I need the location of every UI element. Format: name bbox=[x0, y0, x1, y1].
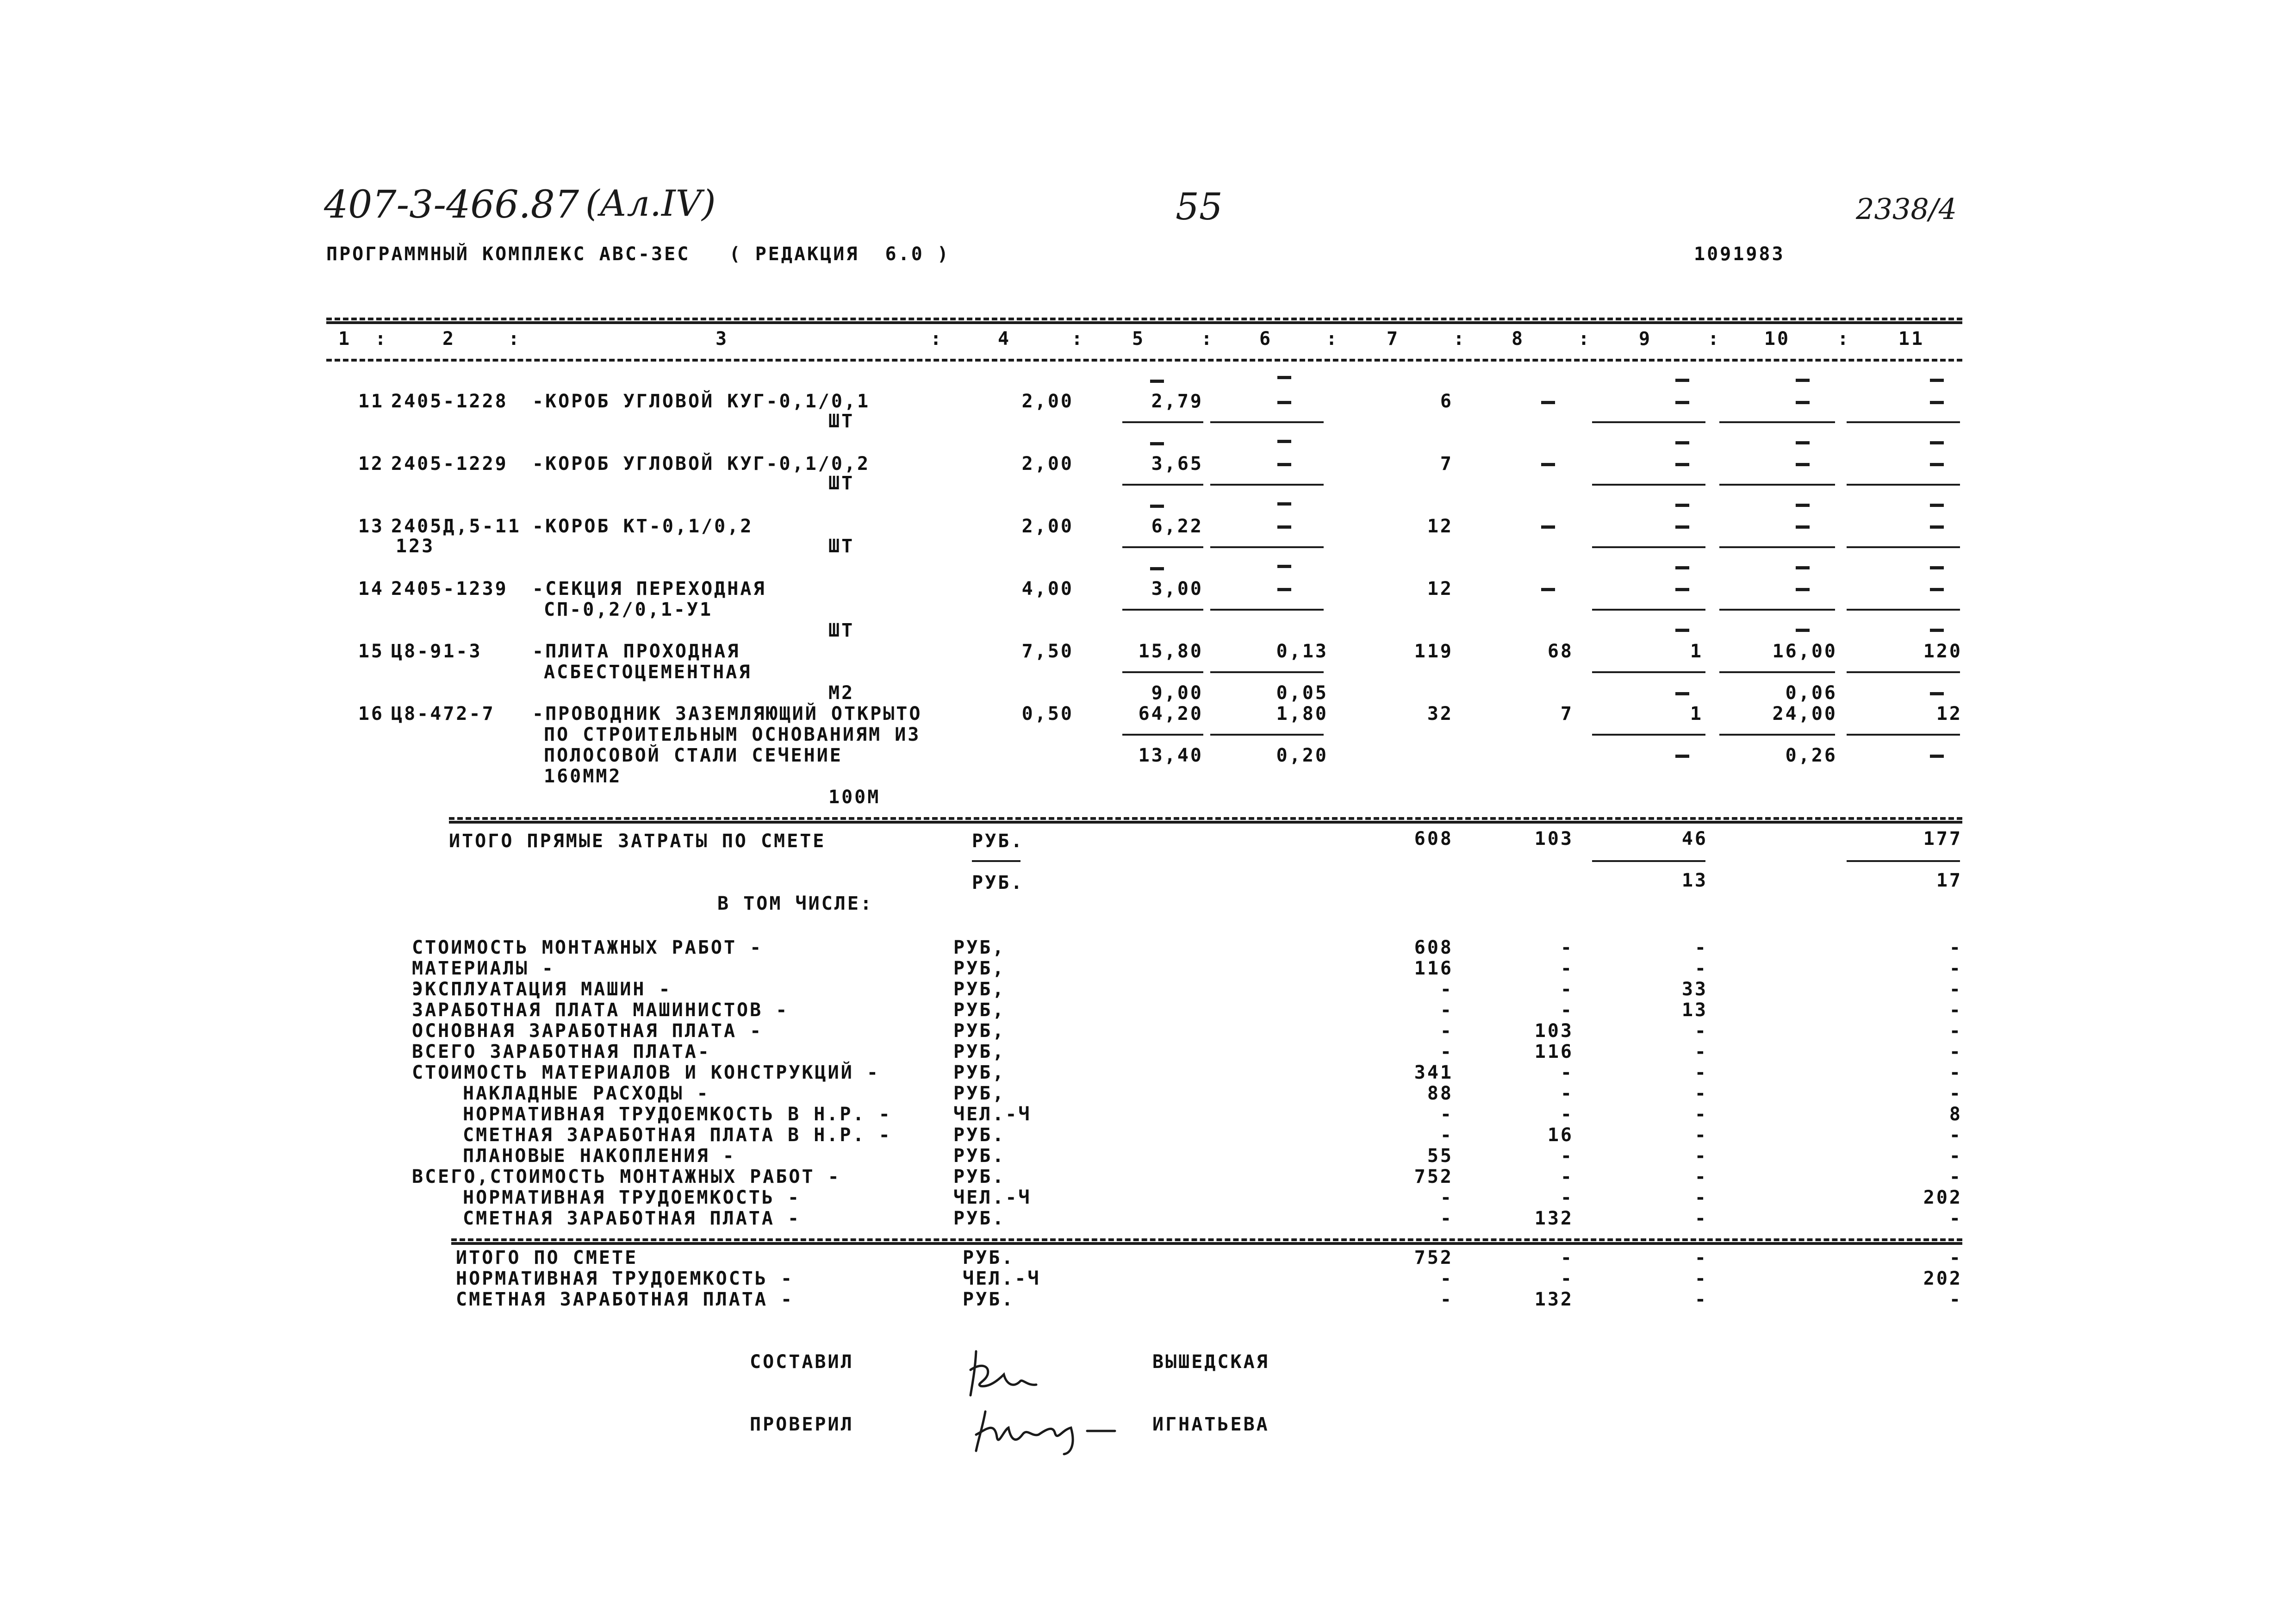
direct-costs-c11: 177 bbox=[1923, 828, 1962, 849]
row-label: НОРМАТИВНАЯ ТРУДОЕМКОСТЬ - bbox=[456, 1268, 794, 1289]
rule bbox=[972, 860, 1020, 862]
row-c7: 6 bbox=[1440, 391, 1453, 412]
row-c8: 7 bbox=[1560, 703, 1574, 725]
row-label: НАКЛАДНЫЕ РАСХОДЫ - bbox=[463, 1083, 710, 1104]
totals-rule-2 bbox=[449, 821, 1962, 824]
rule bbox=[1847, 860, 1960, 862]
dash-mark bbox=[1150, 567, 1164, 570]
row-number: 13 bbox=[358, 516, 384, 537]
dash-mark bbox=[1796, 629, 1810, 632]
row-unit: 100М bbox=[828, 787, 881, 808]
row-name: -СЕКЦИЯ ПЕРЕХОДНАЯ bbox=[532, 578, 766, 600]
signature-2 bbox=[963, 1393, 1115, 1449]
dash-mark bbox=[1675, 692, 1689, 695]
rule bbox=[1122, 609, 1203, 611]
direct-costs-unit: РУБ. bbox=[972, 831, 1024, 852]
row-c7: - bbox=[1440, 1020, 1453, 1042]
row-unit: РУБ. bbox=[963, 1289, 1015, 1310]
row-label: СМЕТНАЯ ЗАРАБОТНАЯ ПЛАТА - bbox=[456, 1289, 794, 1310]
signature-1 bbox=[953, 1333, 1041, 1393]
row-name: -КОРОБ УГЛОВОЙ КУГ-0,1/0,2 bbox=[532, 453, 871, 475]
row-unit: РУБ, bbox=[953, 1020, 1006, 1042]
row-c8: 103 bbox=[1534, 1020, 1574, 1042]
row-c8: - bbox=[1560, 937, 1574, 958]
row-c7: 608 bbox=[1414, 937, 1453, 958]
rule bbox=[1122, 546, 1203, 548]
dash-mark bbox=[1675, 525, 1689, 529]
row-c7: 752 bbox=[1414, 1166, 1453, 1187]
col-header-10: 10 bbox=[1764, 328, 1791, 350]
doc-code: 407-3-466.87 bbox=[324, 183, 579, 227]
header-top-rule bbox=[326, 318, 1962, 320]
dash-mark bbox=[1796, 401, 1810, 404]
rule bbox=[1122, 421, 1203, 423]
col-sep: : bbox=[1578, 328, 1592, 350]
row-c8: - bbox=[1560, 999, 1574, 1021]
row-c9: - bbox=[1694, 1062, 1708, 1083]
row-c6: 0,13 bbox=[1276, 641, 1328, 662]
row-c11: 202 bbox=[1923, 1187, 1962, 1208]
col-sep: : bbox=[1201, 328, 1214, 350]
row-c9: - bbox=[1694, 958, 1708, 979]
dash-mark bbox=[1277, 440, 1291, 443]
row-c10-sub: 0,26 bbox=[1785, 745, 1837, 766]
row-unit: РУБ, bbox=[953, 979, 1006, 1000]
row-c7: 55 bbox=[1427, 1145, 1453, 1167]
row-c11: - bbox=[1949, 937, 1962, 958]
row-c11: 120 bbox=[1923, 641, 1962, 662]
rule bbox=[1210, 546, 1324, 548]
row-c11: - bbox=[1949, 1041, 1962, 1062]
dash-mark bbox=[1930, 379, 1944, 382]
rule bbox=[1592, 546, 1705, 548]
row-label: ЭКСПЛУАТАЦИЯ МАШИН - bbox=[412, 979, 672, 1000]
rule bbox=[1122, 671, 1203, 673]
row-c7: 12 bbox=[1427, 578, 1453, 600]
dash-mark bbox=[1277, 463, 1291, 466]
row-c11: - bbox=[1949, 1145, 1962, 1167]
row-qty: 2,00 bbox=[1021, 516, 1074, 537]
dash-mark bbox=[1675, 441, 1689, 444]
col-sep: : bbox=[1453, 328, 1467, 350]
including-label: В ТОМ ЧИСЛЕ: bbox=[717, 893, 873, 914]
dash-mark bbox=[1796, 441, 1810, 444]
rule bbox=[1719, 546, 1835, 548]
row-c5: 3,65 bbox=[1151, 453, 1203, 475]
row-unit: РУБ, bbox=[953, 1062, 1006, 1083]
row-code: Ц8-472-7 bbox=[391, 703, 495, 725]
row-c11: 202 bbox=[1923, 1268, 1962, 1289]
dash-mark bbox=[1675, 755, 1689, 758]
totals-rule bbox=[449, 817, 1962, 820]
row-label: СТОИМОСТЬ МАТЕРИАЛОВ И КОНСТРУКЦИЙ - bbox=[412, 1062, 880, 1083]
col-header-3: 3 bbox=[715, 328, 729, 350]
row-unit: РУБ. bbox=[953, 1166, 1006, 1187]
rule bbox=[1210, 609, 1324, 611]
row-c7: - bbox=[1440, 1187, 1453, 1208]
dash-mark bbox=[1150, 505, 1164, 508]
direct-costs-label: ИТОГО ПРЯМЫЕ ЗАТРАТЫ ПО СМЕТЕ bbox=[449, 831, 826, 852]
row-c8: - bbox=[1560, 1062, 1574, 1083]
row-c7: 32 bbox=[1427, 703, 1453, 725]
dash-mark bbox=[1675, 629, 1689, 632]
row-label: ИТОГО ПО СМЕТЕ bbox=[456, 1247, 638, 1268]
row-label: ЗАРАБОТНАЯ ПЛАТА МАШИНИСТОВ - bbox=[412, 999, 789, 1021]
row-code-cont: 123 bbox=[396, 536, 435, 557]
signature-scribble bbox=[971, 1402, 1124, 1458]
row-c7: - bbox=[1440, 1124, 1453, 1146]
rule bbox=[1122, 484, 1203, 486]
row-name-cont: АСБЕСТОЦЕМЕНТНАЯ bbox=[544, 662, 752, 683]
row-code: Ц8-91-3 bbox=[391, 641, 482, 662]
row-qty: 2,00 bbox=[1021, 391, 1074, 412]
dash-mark bbox=[1277, 502, 1291, 506]
row-c7: 341 bbox=[1414, 1062, 1453, 1083]
page-number: 55 bbox=[1176, 185, 1223, 228]
row-label: ПЛАНОВЫЕ НАКОПЛЕНИЯ - bbox=[463, 1145, 736, 1167]
col-sep: : bbox=[508, 328, 522, 350]
row-unit: РУБ, bbox=[953, 1041, 1006, 1062]
rule bbox=[1847, 546, 1960, 548]
row-c8: - bbox=[1560, 1083, 1574, 1104]
row-c5: 3,00 bbox=[1151, 578, 1203, 600]
rule bbox=[1719, 421, 1835, 423]
rule bbox=[1592, 421, 1705, 423]
row-c5: 6,22 bbox=[1151, 516, 1203, 537]
compiled-by-label: СОСТАВИЛ bbox=[750, 1351, 854, 1373]
col-header-11: 11 bbox=[1898, 328, 1925, 350]
row-c9: - bbox=[1694, 1020, 1708, 1042]
row-name: -ПЛИТА ПРОХОДНАЯ bbox=[532, 641, 740, 662]
row-c7: - bbox=[1440, 1104, 1453, 1125]
row-name-cont: СП-0,2/0,1-У1 bbox=[544, 599, 713, 620]
direct-costs-unit-2: РУБ. bbox=[972, 872, 1024, 893]
rule bbox=[1847, 734, 1960, 736]
row-unit: ШТ bbox=[828, 536, 855, 557]
row-code: 2405Д,5-11 bbox=[391, 516, 521, 537]
final-rule bbox=[451, 1238, 1962, 1241]
dash-mark bbox=[1930, 755, 1944, 758]
row-c9: - bbox=[1694, 1268, 1708, 1289]
checked-by-name: ИГНАТЬЕВА bbox=[1152, 1414, 1269, 1435]
rule bbox=[1210, 671, 1324, 673]
dash-mark bbox=[1930, 504, 1944, 507]
dash-mark bbox=[1277, 525, 1291, 529]
dash-mark bbox=[1796, 588, 1810, 591]
row-name: -КОРОБ КТ-0,1/0,2 bbox=[532, 516, 753, 537]
dash-mark bbox=[1675, 379, 1689, 382]
row-c9: - bbox=[1694, 1104, 1708, 1125]
row-c7: 7 bbox=[1440, 453, 1453, 475]
row-code: 2405-1239 bbox=[391, 578, 508, 600]
col-sep: : bbox=[1708, 328, 1721, 350]
row-c8: 68 bbox=[1547, 641, 1574, 662]
row-c11: - bbox=[1949, 1166, 1962, 1187]
program-code: 1091983 bbox=[1694, 244, 1785, 265]
rule bbox=[1847, 671, 1960, 673]
row-c9: - bbox=[1694, 1187, 1708, 1208]
dash-mark bbox=[1930, 463, 1944, 466]
dash-mark bbox=[1277, 588, 1291, 591]
row-c8: 116 bbox=[1534, 1041, 1574, 1062]
row-c9: - bbox=[1694, 1247, 1708, 1268]
col-header-5: 5 bbox=[1132, 328, 1145, 350]
row-label: ОСНОВНАЯ ЗАРАБОТНАЯ ПЛАТА - bbox=[412, 1020, 763, 1042]
row-c5-sub: 13,40 bbox=[1138, 745, 1203, 766]
row-c9: 1 bbox=[1690, 703, 1703, 725]
row-c7: 12 bbox=[1427, 516, 1453, 537]
row-qty: 0,50 bbox=[1021, 703, 1074, 725]
row-c9: - bbox=[1694, 1166, 1708, 1187]
col-sep: : bbox=[1071, 328, 1085, 350]
col-header-2: 2 bbox=[442, 328, 456, 350]
album-mark: (Ал.IV) bbox=[585, 183, 716, 225]
row-number: 15 bbox=[358, 641, 384, 662]
dash-mark bbox=[1541, 588, 1555, 591]
direct-costs-c9: 46 bbox=[1681, 828, 1708, 849]
rule bbox=[1210, 421, 1324, 423]
row-code: 2405-1228 bbox=[391, 391, 508, 412]
row-unit: ШТ bbox=[828, 411, 855, 432]
row-c9: 33 bbox=[1681, 979, 1708, 1000]
dash-mark bbox=[1675, 588, 1689, 591]
dash-mark bbox=[1675, 401, 1689, 404]
col-sep: : bbox=[1326, 328, 1339, 350]
dash-mark bbox=[1930, 525, 1944, 529]
row-code: 2405-1229 bbox=[391, 453, 508, 475]
dash-mark bbox=[1675, 463, 1689, 466]
row-c7: - bbox=[1440, 1289, 1453, 1310]
direct-costs-c8: 103 bbox=[1534, 828, 1574, 849]
row-c10: 24,00 bbox=[1772, 703, 1837, 725]
rule bbox=[1210, 734, 1324, 736]
col-header-9: 9 bbox=[1638, 328, 1652, 350]
dash-mark bbox=[1541, 463, 1555, 466]
program-line: ПРОГРАММНЫЙ КОМПЛЕКС АВС-3ЕС ( РЕДАКЦИЯ 6.0 ) bbox=[326, 244, 950, 265]
row-name: -ПРОВОДНИК ЗАЗЕМЛЯЮЩИЙ ОТКРЫТО bbox=[532, 703, 922, 725]
row-unit: ЧЕЛ.-Ч bbox=[963, 1268, 1041, 1289]
dash-mark bbox=[1150, 380, 1164, 383]
col-header-7: 7 bbox=[1386, 328, 1400, 350]
row-qty: 7,50 bbox=[1021, 641, 1074, 662]
row-label: МАТЕРИАЛЫ - bbox=[412, 958, 555, 979]
row-label: СМЕТНАЯ ЗАРАБОТНАЯ ПЛАТА - bbox=[463, 1208, 801, 1229]
dash-mark bbox=[1796, 463, 1810, 466]
row-c7: - bbox=[1440, 999, 1453, 1021]
row-c11: - bbox=[1949, 1124, 1962, 1146]
row-c7: 119 bbox=[1414, 641, 1453, 662]
row-c5: 2,79 bbox=[1151, 391, 1203, 412]
row-c7: - bbox=[1440, 1268, 1453, 1289]
row-c10-sub: 0,06 bbox=[1785, 682, 1837, 704]
rule bbox=[1847, 421, 1960, 423]
row-c7: - bbox=[1440, 1208, 1453, 1229]
row-c11: - bbox=[1949, 958, 1962, 979]
row-c11: - bbox=[1949, 1062, 1962, 1083]
dash-mark bbox=[1277, 401, 1291, 404]
row-c11: 12 bbox=[1936, 703, 1962, 725]
dash-mark bbox=[1930, 401, 1944, 404]
row-c7: 752 bbox=[1414, 1247, 1453, 1268]
dash-mark bbox=[1930, 629, 1944, 632]
rule bbox=[1592, 671, 1705, 673]
row-c8: - bbox=[1560, 1187, 1574, 1208]
header-bottom-rule bbox=[326, 359, 1962, 362]
direct-costs-c9-sub: 13 bbox=[1681, 870, 1708, 891]
row-c8: - bbox=[1560, 1104, 1574, 1125]
row-c11: - bbox=[1949, 1208, 1962, 1229]
row-label: НОРМАТИВНАЯ ТРУДОЕМКОСТЬ В Н.Р. - bbox=[463, 1104, 892, 1125]
row-unit: РУБ. bbox=[953, 1124, 1006, 1146]
row-label: НОРМАТИВНАЯ ТРУДОЕМКОСТЬ - bbox=[463, 1187, 801, 1208]
row-c9: - bbox=[1694, 1289, 1708, 1310]
row-c9: - bbox=[1694, 1124, 1708, 1146]
row-name-cont: ПО СТРОИТЕЛЬНЫМ ОСНОВАНИЯМ ИЗ bbox=[544, 724, 921, 745]
row-c8: 132 bbox=[1534, 1208, 1574, 1229]
col-sep: : bbox=[375, 328, 388, 350]
row-c9: - bbox=[1694, 1208, 1708, 1229]
row-c9: 13 bbox=[1681, 999, 1708, 1021]
sheet-ref: 2338/4 bbox=[1856, 192, 1957, 226]
row-c8: - bbox=[1560, 979, 1574, 1000]
rule bbox=[1719, 734, 1835, 736]
dash-mark bbox=[1675, 566, 1689, 569]
row-label: ВСЕГО,СТОИМОСТЬ МОНТАЖНЫХ РАБОТ - bbox=[412, 1166, 841, 1187]
row-unit: РУБ, bbox=[953, 937, 1006, 958]
row-c11: 8 bbox=[1949, 1104, 1962, 1125]
dash-mark bbox=[1796, 504, 1810, 507]
row-c8: - bbox=[1560, 1268, 1574, 1289]
row-c8: - bbox=[1560, 1166, 1574, 1187]
row-name-cont: 160ММ2 bbox=[544, 766, 622, 787]
row-c11: - bbox=[1949, 1289, 1962, 1310]
row-c6: 1,80 bbox=[1276, 703, 1328, 725]
col-header-6: 6 bbox=[1259, 328, 1273, 350]
row-number: 12 bbox=[358, 453, 384, 475]
col-header-1: 1 bbox=[338, 328, 352, 350]
row-c8: 132 bbox=[1534, 1289, 1574, 1310]
row-name-cont: ПОЛОСОВОЙ СТАЛИ СЕЧЕНИЕ bbox=[544, 745, 843, 766]
direct-costs-c7: 608 bbox=[1414, 828, 1453, 849]
row-number: 16 bbox=[358, 703, 384, 725]
col-sep: : bbox=[1837, 328, 1851, 350]
row-c9: - bbox=[1694, 1041, 1708, 1062]
row-name: -КОРОБ УГЛОВОЙ КУГ-0,1/0,1 bbox=[532, 391, 871, 412]
row-c5-sub: 9,00 bbox=[1151, 682, 1203, 704]
row-c11: - bbox=[1949, 1083, 1962, 1104]
row-c5: 64,20 bbox=[1138, 703, 1203, 725]
row-c10: 16,00 bbox=[1772, 641, 1837, 662]
row-unit: РУБ. bbox=[953, 1145, 1006, 1167]
row-c5: 15,80 bbox=[1138, 641, 1203, 662]
row-unit: ЧЕЛ.-Ч bbox=[953, 1104, 1032, 1125]
rule bbox=[1592, 734, 1705, 736]
rule bbox=[1719, 484, 1835, 486]
dash-mark bbox=[1277, 376, 1291, 379]
row-number: 14 bbox=[358, 578, 384, 600]
row-c7: 116 bbox=[1414, 958, 1453, 979]
dash-mark bbox=[1930, 692, 1944, 695]
row-c11: - bbox=[1949, 999, 1962, 1021]
final-rule-2 bbox=[451, 1242, 1962, 1245]
direct-costs-c11-sub: 17 bbox=[1936, 870, 1962, 891]
row-number: 11 bbox=[358, 391, 384, 412]
row-c11: - bbox=[1949, 1247, 1962, 1268]
col-header-4: 4 bbox=[997, 328, 1011, 350]
row-c9: - bbox=[1694, 937, 1708, 958]
rule bbox=[1592, 860, 1705, 862]
row-unit: РУБ, bbox=[953, 1083, 1006, 1104]
row-unit: М2 bbox=[828, 682, 855, 704]
rule bbox=[1719, 671, 1835, 673]
dash-mark bbox=[1930, 588, 1944, 591]
row-unit: ШТ bbox=[828, 473, 855, 494]
dash-mark bbox=[1541, 401, 1555, 404]
row-c8: - bbox=[1560, 958, 1574, 979]
row-label: ВСЕГО ЗАРАБОТНАЯ ПЛАТА- bbox=[412, 1041, 711, 1062]
row-qty: 2,00 bbox=[1021, 453, 1074, 475]
col-header-8: 8 bbox=[1511, 328, 1525, 350]
rule bbox=[1847, 484, 1960, 486]
rule bbox=[1592, 484, 1705, 486]
checked-by-label: ПРОВЕРИЛ bbox=[750, 1414, 854, 1435]
row-unit: РУБ. bbox=[953, 1208, 1006, 1229]
dash-mark bbox=[1796, 566, 1810, 569]
row-c11: - bbox=[1949, 979, 1962, 1000]
dash-mark bbox=[1930, 441, 1944, 444]
row-c6-sub: 0,05 bbox=[1276, 682, 1328, 704]
col-sep: : bbox=[930, 328, 944, 350]
dash-mark bbox=[1930, 566, 1944, 569]
row-unit: ШТ bbox=[828, 620, 855, 641]
row-label: СТОИМОСТЬ МОНТАЖНЫХ РАБОТ - bbox=[412, 937, 763, 958]
row-unit: ЧЕЛ.-Ч bbox=[953, 1187, 1032, 1208]
row-c9: - bbox=[1694, 1145, 1708, 1167]
row-unit: РУБ, bbox=[953, 958, 1006, 979]
dash-mark bbox=[1675, 504, 1689, 507]
row-c6-sub: 0,20 bbox=[1276, 745, 1328, 766]
row-c11: - bbox=[1949, 1020, 1962, 1042]
row-unit: РУБ, bbox=[953, 999, 1006, 1021]
row-c7: - bbox=[1440, 1041, 1453, 1062]
row-qty: 4,00 bbox=[1021, 578, 1074, 600]
row-c7: - bbox=[1440, 979, 1453, 1000]
row-c9: - bbox=[1694, 1083, 1708, 1104]
row-label: СМЕТНАЯ ЗАРАБОТНАЯ ПЛАТА В Н.Р. - bbox=[463, 1124, 892, 1146]
rule bbox=[1719, 609, 1835, 611]
dash-mark bbox=[1541, 525, 1555, 529]
rule bbox=[1847, 609, 1960, 611]
rule bbox=[1210, 484, 1324, 486]
dash-mark bbox=[1150, 442, 1164, 445]
row-c8: - bbox=[1560, 1247, 1574, 1268]
row-unit: РУБ. bbox=[963, 1247, 1015, 1268]
row-c8: - bbox=[1560, 1145, 1574, 1167]
rule bbox=[1122, 734, 1203, 736]
dash-mark bbox=[1796, 525, 1810, 529]
header-top-rule-2 bbox=[326, 321, 1962, 324]
row-c9: 1 bbox=[1690, 641, 1703, 662]
dash-mark bbox=[1277, 565, 1291, 568]
rule bbox=[1592, 609, 1705, 611]
row-c7: 88 bbox=[1427, 1083, 1453, 1104]
dash-mark bbox=[1796, 379, 1810, 382]
row-c8: 16 bbox=[1547, 1124, 1574, 1146]
compiled-by-name: ВЫШЕДСКАЯ bbox=[1152, 1351, 1269, 1373]
